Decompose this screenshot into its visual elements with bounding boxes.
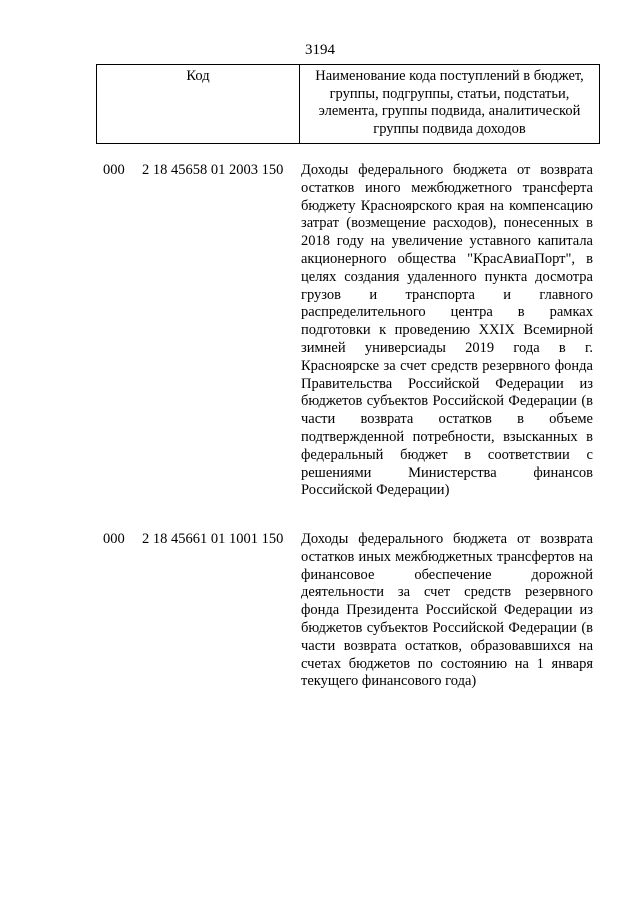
row-income-code: 2 18 45658 01 2003 150	[142, 162, 284, 178]
header-name-column: Наименование кода поступлений в бюджет, группы, подгруппы, статьи, подстатьи, элемента, группы подвида, аналитической группы подвида доходов	[315, 68, 584, 137]
row-admin-code: 000	[103, 162, 125, 178]
row-description: Доходы федерального бюджета от возврата остатков иного межбюджетного трансферта бюджету Красноярского края на компенсацию затрат (возмещение расходов), понесенных в 2018 году на увеличение уставного капитала акционерного общества "КрасАвиаПорт", в целях создания удаленного пункта досмотра грузов и транспорта и главного распределительного центра в рамках подготовки к проведению XXIX Всемирной зимней универсиады 2019 года в г. Красноярске за счет средств резервного фонда Правительства Российской Федерации из бюджетов субъектов Российской Федерации (в части возврата остатков в объеме подтвержденной потребности, взысканных в федеральный бюджет в соответствии с решениями Министерства финансов Российской Федерации)	[301, 162, 593, 499]
row-description: Доходы федерального бюджета от возврата остатков иных межбюджетных трансфертов на финансовое обеспечение дорожной деятельности за счет средств резервного фонда Президента Российской Федерации из бюджетов субъектов Российской Федерации (в части возврата остатков, образовавшихся на счетах бюджетов по состоянию на 1 января текущего финансового года)	[301, 531, 593, 690]
page-number: 3194	[305, 42, 335, 58]
row-admin-code: 000	[103, 531, 125, 547]
row-income-code: 2 18 45661 01 1001 150	[142, 531, 284, 547]
header-code-column: Код	[97, 65, 300, 143]
table-header	[96, 64, 600, 144]
